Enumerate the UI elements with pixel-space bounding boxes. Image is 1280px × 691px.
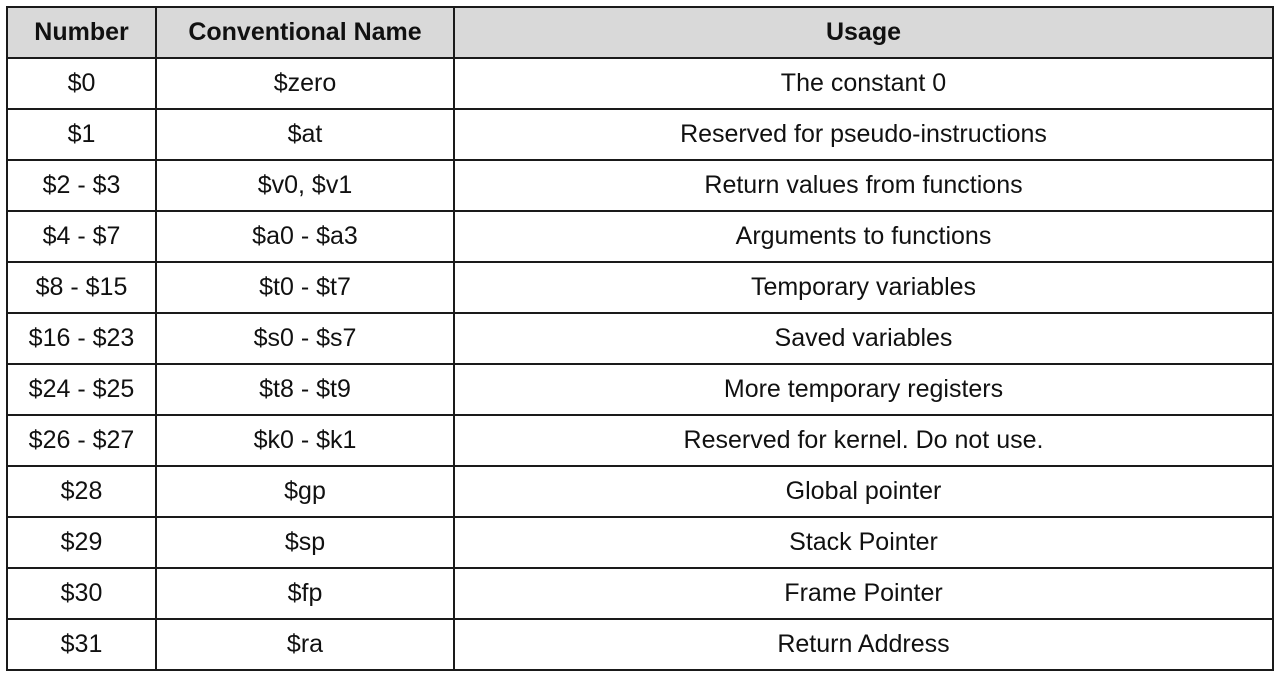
cell-conventional-name: $v0, $v1 bbox=[156, 160, 454, 211]
cell-number: $29 bbox=[7, 517, 156, 568]
cell-conventional-name: $at bbox=[156, 109, 454, 160]
cell-number: $0 bbox=[7, 58, 156, 109]
cell-usage: Temporary variables bbox=[454, 262, 1273, 313]
table-row bbox=[7, 313, 1273, 364]
cell-conventional-name: $t8 - $t9 bbox=[156, 364, 454, 415]
cell-usage: Reserved for kernel. Do not use. bbox=[454, 415, 1273, 466]
cell-number: $28 bbox=[7, 466, 156, 517]
cell-usage: Arguments to functions bbox=[454, 211, 1273, 262]
cell-conventional-name: $a0 - $a3 bbox=[156, 211, 454, 262]
table-row bbox=[7, 109, 1273, 160]
cell-number: $26 - $27 bbox=[7, 415, 156, 466]
cell-number: $30 bbox=[7, 568, 156, 619]
cell-number: $31 bbox=[7, 619, 156, 670]
cell-usage: Return Address bbox=[454, 619, 1273, 670]
table-row bbox=[7, 364, 1273, 415]
cell-conventional-name: $ra bbox=[156, 619, 454, 670]
header-row bbox=[7, 7, 1273, 58]
table-header bbox=[7, 7, 1273, 58]
cell-usage: Frame Pointer bbox=[454, 568, 1273, 619]
cell-usage: Return values from functions bbox=[454, 160, 1273, 211]
cell-number: $8 - $15 bbox=[7, 262, 156, 313]
cell-usage: Stack Pointer bbox=[454, 517, 1273, 568]
table-row bbox=[7, 517, 1273, 568]
header-number: Number bbox=[7, 7, 156, 58]
cell-number: $4 - $7 bbox=[7, 211, 156, 262]
cell-conventional-name: $zero bbox=[156, 58, 454, 109]
header-conventional-name: Conventional Name bbox=[156, 7, 454, 58]
cell-number: $24 - $25 bbox=[7, 364, 156, 415]
cell-conventional-name: $t0 - $t7 bbox=[156, 262, 454, 313]
table-row bbox=[7, 466, 1273, 517]
cell-conventional-name: $fp bbox=[156, 568, 454, 619]
cell-usage: Saved variables bbox=[454, 313, 1273, 364]
cell-usage: Reserved for pseudo-instructions bbox=[454, 109, 1273, 160]
table-row bbox=[7, 568, 1273, 619]
cell-usage: More temporary registers bbox=[454, 364, 1273, 415]
register-table bbox=[6, 6, 1274, 671]
table-body bbox=[7, 58, 1273, 670]
table-row bbox=[7, 58, 1273, 109]
table-row bbox=[7, 211, 1273, 262]
register-table-container bbox=[6, 6, 1272, 671]
cell-usage: Global pointer bbox=[454, 466, 1273, 517]
table-row bbox=[7, 262, 1273, 313]
table-row bbox=[7, 160, 1273, 211]
cell-number: $16 - $23 bbox=[7, 313, 156, 364]
cell-number: $2 - $3 bbox=[7, 160, 156, 211]
header-usage: Usage bbox=[454, 7, 1273, 58]
cell-number: $1 bbox=[7, 109, 156, 160]
cell-conventional-name: $k0 - $k1 bbox=[156, 415, 454, 466]
cell-conventional-name: $gp bbox=[156, 466, 454, 517]
cell-usage: The constant 0 bbox=[454, 58, 1273, 109]
table-row bbox=[7, 619, 1273, 670]
cell-conventional-name: $s0 - $s7 bbox=[156, 313, 454, 364]
table-row bbox=[7, 415, 1273, 466]
cell-conventional-name: $sp bbox=[156, 517, 454, 568]
